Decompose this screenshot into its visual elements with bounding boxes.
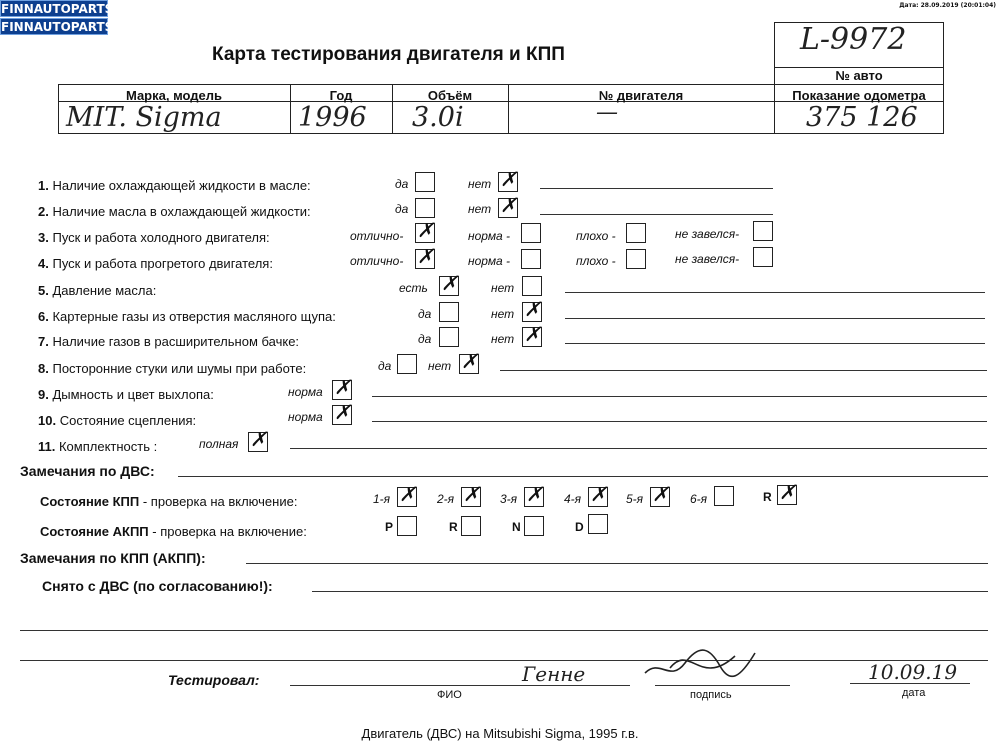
value-volume: 3.0i <box>412 102 464 133</box>
item-8: 8. Посторонние стуки или шумы при работе: <box>38 361 307 376</box>
opt-full: полная <box>199 437 239 451</box>
opt-no: нет <box>428 359 452 373</box>
opt-norm: норма <box>288 385 323 399</box>
header-engine-no: № двигателя <box>598 88 684 103</box>
checkbox-gear-d[interactable] <box>588 514 608 534</box>
opt-bad: плохо - <box>576 254 616 268</box>
note-line <box>20 630 988 631</box>
tested-label: Тестировал: <box>168 672 260 688</box>
opt-no-start: не завелся- <box>675 227 740 241</box>
check-mark-icon: ✗ <box>463 484 480 506</box>
check-mark-icon: ✗ <box>250 429 267 451</box>
checkbox-normal[interactable] <box>521 223 541 243</box>
note-line <box>372 421 987 422</box>
note-line <box>290 448 987 449</box>
signature-line <box>655 685 790 686</box>
checkbox-yes[interactable] <box>397 354 417 374</box>
note-line <box>565 343 985 344</box>
opt-yes: да <box>395 177 409 191</box>
opt-yes: да <box>418 307 432 321</box>
item-5: 5. Давление масла: <box>38 283 157 298</box>
gearbox-notes-title: Замечания по КПП (АКПП): <box>20 550 206 566</box>
date-value: 10.09.19 <box>868 660 958 684</box>
note-line <box>312 591 988 592</box>
item-9: 9. Дымность и цвет выхлопа: <box>38 387 214 402</box>
signature-image <box>640 628 760 688</box>
check-mark-icon: ✗ <box>590 484 607 506</box>
gear-1-label: 1-я <box>373 492 391 506</box>
note-line <box>540 214 773 215</box>
auto-number-label: № авто <box>835 68 883 83</box>
auto-number-value: L-9972 <box>800 22 907 57</box>
check-mark-icon: ✗ <box>417 246 434 268</box>
header-odometer: Показание одометра <box>792 88 926 103</box>
opt-present: есть <box>399 281 428 295</box>
note-line <box>540 188 773 189</box>
opt-no: нет <box>491 332 515 346</box>
value-year: 1996 <box>298 102 367 133</box>
opt-normal: норма - <box>468 229 511 243</box>
note-line <box>20 660 988 661</box>
value-make: MIT. Sigma <box>66 102 222 133</box>
opt-norm: норма <box>288 410 323 424</box>
check-mark-icon: ✗ <box>524 324 541 346</box>
checkbox-yes[interactable] <box>439 302 459 322</box>
check-mark-icon: ✗ <box>524 299 541 321</box>
check-mark-icon: ✗ <box>526 484 543 506</box>
note-line <box>372 396 987 397</box>
checkbox-yes[interactable] <box>415 172 435 192</box>
gear-2-label: 2-я <box>437 492 455 506</box>
gear-n-label: N <box>512 520 521 534</box>
item-10: 10. Состояние сцепления: <box>38 413 197 428</box>
opt-yes: да <box>418 332 432 346</box>
opt-yes: да <box>378 359 392 373</box>
check-mark-icon: ✗ <box>334 377 351 399</box>
note-line <box>178 476 988 477</box>
checkbox-no-start[interactable] <box>753 221 773 241</box>
check-mark-icon: ✗ <box>461 351 478 373</box>
opt-no: нет <box>468 177 492 191</box>
gear-r-auto-label: R <box>449 520 458 534</box>
opt-no: нет <box>491 281 515 295</box>
opt-excellent: отлично- <box>350 229 404 243</box>
header-year: Год <box>329 88 353 103</box>
check-mark-icon: ✗ <box>779 482 796 504</box>
checkbox-bad[interactable] <box>626 223 646 243</box>
timestamp: Дата: 28.09.2019 (20:01:04) <box>899 2 996 9</box>
gear-r-label: R <box>763 490 772 504</box>
check-mark-icon: ✗ <box>500 195 517 217</box>
checkbox-no[interactable] <box>522 276 542 296</box>
checkbox-normal[interactable] <box>521 249 541 269</box>
opt-no-start: не завелся- <box>675 252 740 266</box>
check-mark-icon: ✗ <box>441 273 458 295</box>
note-line <box>565 318 985 319</box>
check-mark-icon: ✗ <box>500 169 517 191</box>
item-3: 3. Пуск и работа холодного двигателя: <box>38 230 270 245</box>
gear-d-label: D <box>575 520 584 534</box>
note-line <box>565 292 985 293</box>
checkbox-yes[interactable] <box>439 327 459 347</box>
opt-bad: плохо - <box>576 229 616 243</box>
checkbox-gear-r-auto[interactable] <box>461 516 481 536</box>
gear-4-label: 4-я <box>564 492 582 506</box>
opt-no: нет <box>491 307 515 321</box>
fio-value: Генне <box>522 662 586 686</box>
brand-logo-secondary: FINNAUTOPARTS <box>1 20 114 34</box>
header-make: Марка, модель <box>125 88 223 103</box>
gearbox-check-label: Состояние КПП - проверка на включение: <box>40 494 298 509</box>
note-line <box>500 370 987 371</box>
gear-5-label: 5-я <box>626 492 644 506</box>
gear-p-label: P <box>385 520 394 534</box>
checkbox-no-start[interactable] <box>753 247 773 267</box>
page-title: Карта тестирования двигателя и КПП <box>212 44 565 65</box>
note-line <box>246 563 988 564</box>
check-mark-icon: ✗ <box>399 484 416 506</box>
value-odometer: 375 126 <box>806 102 918 133</box>
auto-check-label: Состояние АКПП - проверка на включение: <box>40 524 307 539</box>
item-11: 11. Комплектность : <box>38 439 158 454</box>
checkbox-gear-n[interactable] <box>524 516 544 536</box>
opt-no: нет <box>468 202 492 216</box>
checkbox-gear-6[interactable] <box>714 486 734 506</box>
engine-notes-title: Замечания по ДВС: <box>20 463 155 479</box>
date-line <box>850 683 970 684</box>
opt-excellent: отлично- <box>350 254 404 268</box>
date-label: дата <box>902 687 926 699</box>
checkbox-gear-p[interactable] <box>397 516 417 536</box>
checkbox-bad[interactable] <box>626 249 646 269</box>
item-2: 2. Наличие масла в охлаждающей жидкости: <box>38 204 311 219</box>
gear-3-label: 3-я <box>500 492 518 506</box>
checkbox-yes[interactable] <box>415 198 435 218</box>
check-mark-icon: ✗ <box>334 402 351 424</box>
item-7: 7. Наличие газов в расширительном бачке: <box>38 334 300 349</box>
removed-title: Снято с ДВС (по согласованию!): <box>42 578 273 594</box>
opt-normal: норма - <box>468 254 511 268</box>
header-volume: Объём <box>427 88 473 103</box>
opt-yes: да <box>395 202 409 216</box>
brand-logo: FINNAUTOPARTS <box>1 2 114 16</box>
fio-label: ФИО <box>437 689 462 701</box>
item-6: 6. Картерные газы из отверстия масляного щупа: <box>38 309 336 324</box>
check-mark-icon: ✗ <box>417 220 434 242</box>
gear-6-label: 6-я <box>690 492 708 506</box>
signature-label: подпись <box>690 689 732 701</box>
check-mark-icon: ✗ <box>652 484 669 506</box>
item-4: 4. Пуск и работа прогретого двигателя: <box>38 256 273 271</box>
item-1: 1. Наличие охлаждающей жидкости в масле: <box>38 178 311 193</box>
image-caption: Двигатель (ДВС) на Mitsubishi Sigma, 1995 г.в. <box>361 726 639 741</box>
value-engine-no: — <box>596 100 618 125</box>
